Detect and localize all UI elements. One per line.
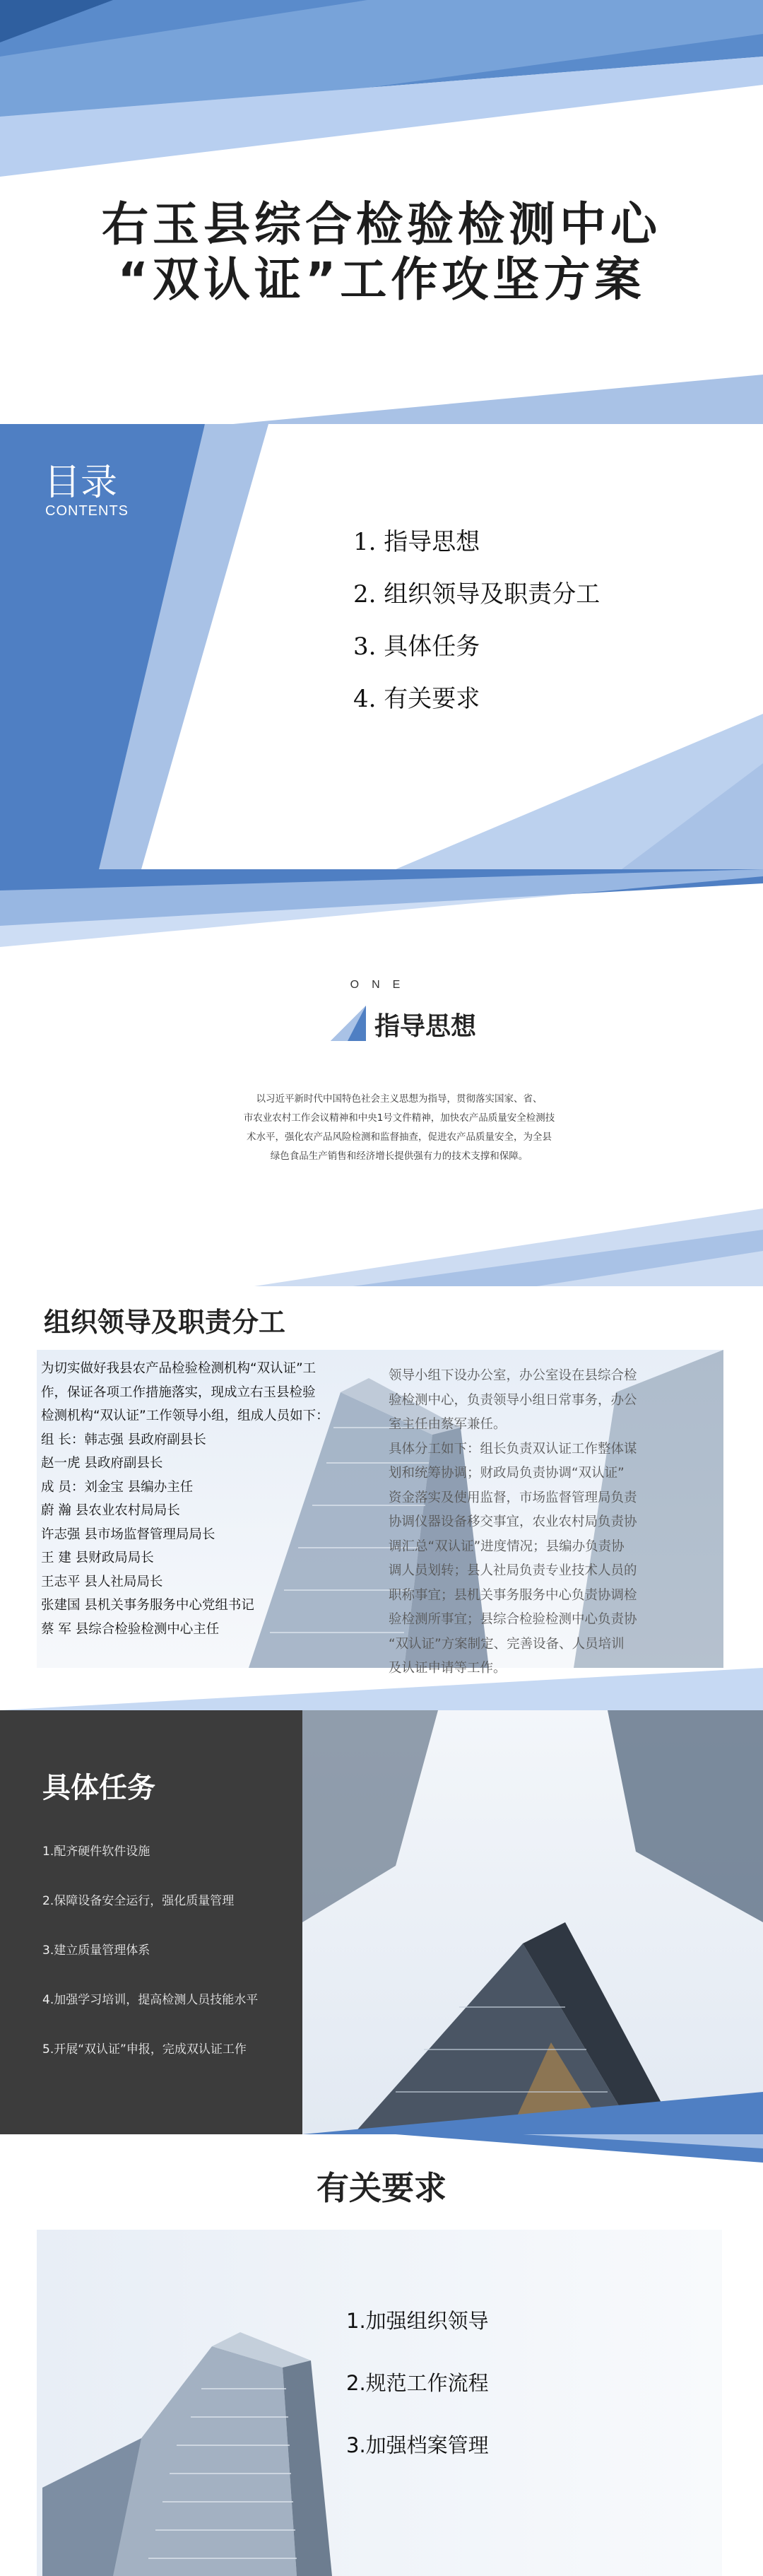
task-item: 1.配齐硬件软件设施: [42, 1845, 150, 1859]
requirements-list: [346, 2290, 489, 2476]
guiding-thought-slide: [0, 869, 763, 1286]
duty-line: 具体分工如下：组长负责双认证工作整体谋: [389, 1441, 637, 1457]
org-line: 蔡 军 县综合检验检测中心主任: [41, 1621, 220, 1637]
org-line: 许志强 县市场监督管理局局长: [41, 1527, 215, 1542]
contents-title: 目录: [44, 461, 118, 504]
tasks-title: 具体任务: [42, 1772, 155, 1804]
org-line: 蔚 瀚 县农业农村局局长: [41, 1503, 180, 1518]
section-number: ONE: [350, 979, 413, 991]
guiding-paragraph: [201, 1090, 597, 1166]
task-item: 3.建立质量管理体系: [42, 1943, 150, 1958]
requirements-slide: [0, 2134, 763, 2576]
org-line: 作，保证各项工作措施落实，现成立右玉县检验: [41, 1384, 316, 1400]
task-item: 2.保障设备安全运行，强化质量管理: [42, 1894, 235, 1908]
org-line: 赵一虎 县政府副县长: [41, 1456, 163, 1471]
org-line: 张建国 县机关事务服务中心党组书记: [41, 1598, 254, 1613]
duty-line: 调汇总“双认证”进度情况；县编办负责协: [389, 1539, 625, 1554]
organization-bottom-shapes: [0, 1286, 763, 1710]
duty-line: 验检测中心，负责领导小组日常事务，办公: [389, 1392, 637, 1408]
contents-item[interactable]: 3. 具体任务: [353, 633, 480, 661]
duty-line: 协调仪器设备移交事宜，农业农村局负责协: [389, 1515, 637, 1529]
task-item: 5.开展“双认证”申报，完成双认证工作: [42, 2042, 247, 2057]
contents-list: [353, 516, 600, 725]
requirement-item: 3.加强档案管理: [346, 2433, 489, 2457]
cover-title-line2: “双认证”工作攻坚方案: [117, 252, 646, 307]
cover-title-line1: 右玉县综合检验检测中心: [102, 197, 661, 252]
contents-item[interactable]: 1. 指导思想: [353, 528, 480, 556]
org-line: 检测机构“双认证”工作领导小组，组成人员如下：: [41, 1408, 329, 1423]
contents-item[interactable]: 4. 有关要求: [353, 685, 480, 713]
org-line: 为切实做好我县农产品检验检测机构“双认证”工: [41, 1361, 317, 1376]
duty-line: 调人员划转；县人社局负责专业技术人员的: [389, 1563, 637, 1578]
requirement-item: 1.加强组织领导: [346, 2309, 489, 2333]
duty-line: 划和统筹协调；财政局负责协调“双认证”: [389, 1466, 625, 1481]
org-line: 王 建 县财政局局长: [41, 1551, 154, 1565]
requirements-title: 有关要求: [317, 2169, 446, 2207]
organization-slide: [0, 1286, 763, 1710]
contents-slide: [0, 424, 763, 869]
duty-line: “双认证”方案制定、完善设备、人员培训: [389, 1636, 625, 1652]
org-line: 成 员：刘金宝 县编办主任: [41, 1479, 194, 1495]
duty-line: 室主任由蔡军兼任。: [389, 1417, 507, 1432]
contents-item[interactable]: 2. 组织领导及职责分工: [353, 580, 601, 608]
contents-subtitle: CONTENTS: [45, 503, 129, 519]
duty-line: 职称事宜；县机关事务服务中心负责协调检: [389, 1587, 637, 1603]
duty-line: 领导小组下设办公室，办公室设在县综合检: [389, 1368, 637, 1383]
paragraph-line: 术水平，强化农产品风险检测和监督抽查，促进农产品质量安全，为全县: [247, 1131, 552, 1143]
org-line: 王志平 县人社局局长: [41, 1574, 163, 1589]
paragraph-line: 以习近平新时代中国特色社会主义思想为指导，贯彻落实国家、省、: [256, 1093, 543, 1105]
duty-line: 资金落实及使用监督，市场监督管理局负责: [389, 1490, 637, 1505]
paragraph-line: 市农业农村工作会议精神和中央1号文件精神，加快农产品质量安全检测技: [243, 1112, 555, 1124]
tasks-slide: [0, 1710, 763, 2134]
duty-line: 及认证申请等工作。: [389, 1661, 507, 1676]
task-item: 4.加强学习培训，提高检测人员技能水平: [42, 1993, 259, 2007]
tasks-panel: [0, 1710, 302, 2134]
organization-title: 组织领导及职责分工: [44, 1307, 286, 1338]
duty-line: 验检测所事宜；县综合检验检测中心负责协: [389, 1612, 637, 1627]
org-line: 组 长：韩志强 县政府副县长: [41, 1432, 206, 1447]
guiding-title: 指导思想: [374, 1012, 477, 1041]
cover-slide: [0, 0, 763, 424]
requirement-item: 2.规范工作流程: [346, 2371, 489, 2395]
triangle-icon: [331, 1006, 366, 1041]
guiding-background-shapes: [0, 869, 763, 1286]
tasks-list: [42, 1827, 258, 2074]
paragraph-line: 绿色食品生产销售和经济增长提供强有力的技术支撑和保障。: [270, 1151, 528, 1162]
